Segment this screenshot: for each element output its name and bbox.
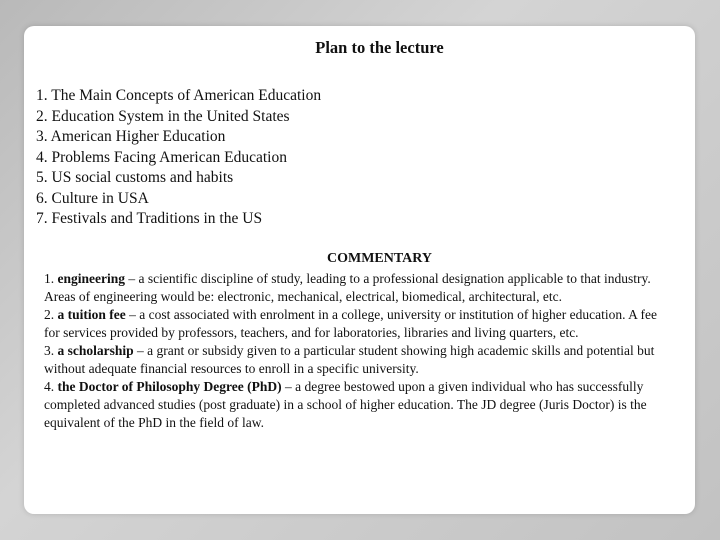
lecture-plan-list <box>36 86 321 230</box>
entry-definition: – a scientific discipline of study, leading to a professional designation applicable to that industry. Areas of engineering would be: electronic, mechanical, electrical, biomedical, architectural, etc. <box>44 271 651 304</box>
commentary-section <box>44 270 672 432</box>
commentary-entry <box>44 306 672 342</box>
commentary-entry <box>44 270 672 306</box>
plan-item: 4. Problems Facing American Education <box>36 148 287 166</box>
plan-item: 5. US social customs and habits <box>36 169 234 186</box>
plan-item: 7. Festivals and Traditions in the US <box>36 210 263 227</box>
plan-item: 3. American Higher Education <box>36 128 226 145</box>
entry-number: 1. <box>44 271 58 286</box>
entry-term: a tuition fee <box>57 307 126 322</box>
entry-term: a scholarship <box>57 343 134 358</box>
plan-item: 2. Education System in the United States <box>36 107 290 125</box>
entry-term: the Doctor of Philosophy Degree (PhD) <box>57 379 282 394</box>
entry-number: 4. <box>44 379 58 394</box>
entry-definition: – a grant or subsidy given to a particular student showing high academic skills and potential but without adequate financial resources to enroll in a specific university. <box>44 343 655 376</box>
commentary-entry <box>44 378 672 432</box>
entry-number: 3. <box>44 343 58 358</box>
entry-definition: – a degree bestowed upon a given individual who has successfully completed advanced studies (post graduate) in a school of higher education. The JD degree (Juris Doctor) is the equivalent of the PhD in the field of law. <box>44 379 647 430</box>
plan-item: 1. The Main Concepts of American Education <box>36 87 322 104</box>
commentary-entry <box>44 342 672 378</box>
entry-term: engineering <box>57 271 125 286</box>
slide-title: Plan to the lecture <box>315 38 444 57</box>
entry-number: 2. <box>44 307 58 322</box>
slide-card <box>24 26 695 514</box>
plan-item: 6. Culture in USA <box>36 189 149 207</box>
entry-definition: – a cost associated with enrolment in a college, university or institution of higher education. A fee for services provided by professors, teachers, and for laboratories, libraries and living quarters, etc. <box>44 307 657 340</box>
commentary-heading: COMMENTARY <box>326 251 432 266</box>
